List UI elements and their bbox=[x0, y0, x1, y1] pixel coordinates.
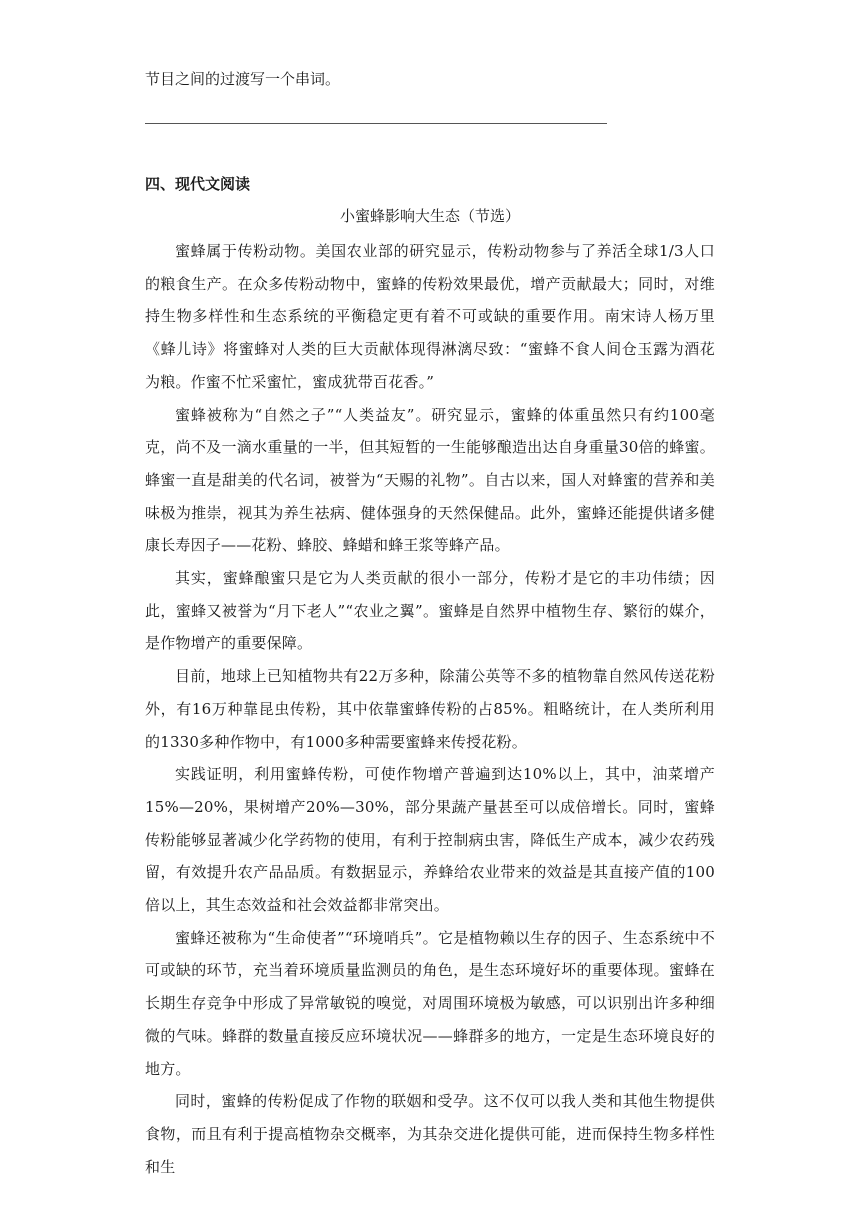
article-title: 小蜜蜂影响大生态（节选） bbox=[339, 207, 520, 225]
paragraph: 实践证明，利用蜜蜂传粉，可使作物增产普遍到达10%以上，其中，油菜增产15%—20%，果树增产20%—30%，部分果蔬产量甚至可以成倍增长。同时，蜜蜂传粉能够显著减少化学药物的使用，有利于控制病虫害，降低生产成本，减少农药残留，有效提升农产品品质。有数据显示，养蜂给农业带来的效益是其直接产值的100倍以上，其生态效益和社会效益都非常突出。 bbox=[145, 765, 715, 915]
section-title: 四、现代文阅读 bbox=[145, 175, 251, 193]
article-body bbox=[145, 235, 715, 1183]
paragraph: 目前，地球上已知植物共有22万多种，除蒲公英等不多的植物靠自然风传送花粉外，有16万种靠昆虫传粉，其中依靠蜜蜂传粉的占85%。粗略统计，在人类所利用的1330多种作物中，有1000多种需要蜜蜂来传授花粉。 bbox=[145, 667, 715, 751]
paragraph: 蜜蜂还被称为“生命使者”“环境哨兵”。它是植物赖以生存的因子、生态系统中不可或缺的环节，充当着环境质量监测员的角色，是生态环境好坏的重要体现。蜜蜂在长期生存竞争中形成了异常敏锐的嗅觉，对周围环境极为敏感，可以识别出许多种细微的气味。蜂群的数量直接反应环境状况——蜂群多的地方，一定是生态环境良好的地方。 bbox=[145, 928, 715, 1078]
answer-line bbox=[145, 123, 607, 124]
intro-text: 节目之间的过渡写一个串词。 bbox=[145, 70, 341, 88]
paragraph: 同时，蜜蜂的传粉促成了作物的联姻和受孕。这不仅可以我人类和其他生物提供食物，而且有利于提高植物杂交概率，为其杂交进化提供可能，进而保持生物多样性和生 bbox=[145, 1092, 715, 1176]
paragraph: 其实，蜜蜂酿蜜只是它为人类贡献的很小一部分，传粉才是它的丰功伟绩；因此，蜜蜂又被誉为“月下老人”“农业之翼”。蜜蜂是自然界中植物生存、繁衍的媒介，是作物增产的重要保障。 bbox=[145, 569, 715, 653]
paragraph: 蜜蜂属于传粉动物。美国农业部的研究显示，传粉动物参与了养活全球1/3人口的粮食生产。在众多传粉动物中，蜜蜂的传粉效果最优，增产贡献最大；同时，对维持生物多样性和生态系统的平衡稳定更有着不可或缺的重要作用。南宋诗人杨万里《蜂儿诗》将蜜蜂对人类的巨大贡献体现得淋漓尽致：“蜜蜂不食人间仓玉露为酒花为粮。作蜜不忙采蜜忙，蜜成犹带百花香。” bbox=[145, 242, 715, 391]
paragraph: 蜜蜂被称为“自然之子”“人类益友”。研究显示，蜜蜂的体重虽然只有约100毫克，尚不及一滴水重量的一半，但其短暂的一生能够酿造出达自身重量30倍的蜂蜜。蜂蜜一直是甜美的代名词，被誉为“天赐的礼物”。自古以来，国人对蜂蜜的营养和美味极为推崇，视其为养生祛病、健体强身的天然保健品。此外，蜜蜂还能提供诸多健康长寿因子——花粉、蜂胶、蜂蜡和蜂王浆等蜂产品。 bbox=[145, 405, 715, 555]
